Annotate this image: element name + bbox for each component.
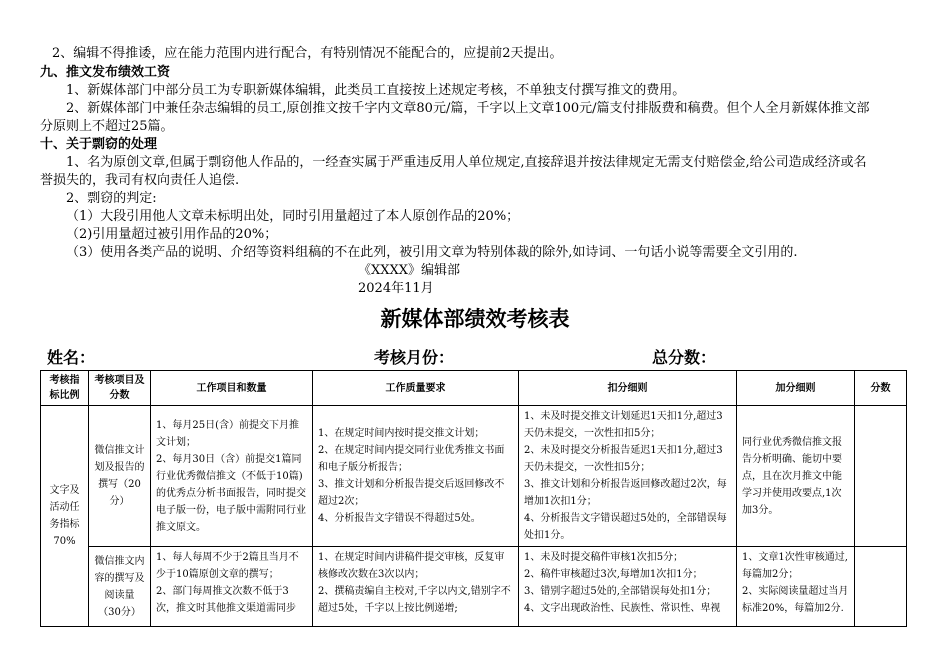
- list-item: （2)引用量超过被引用作品的20%；: [66, 227, 278, 242]
- signature-dept: 《XXXX》编辑部: [358, 263, 461, 278]
- column-header: 工作项目和数量: [151, 371, 313, 406]
- cell-line: 1、每月25日(含）前提交下月推文计划；: [156, 419, 299, 448]
- name-label: 姓名：: [47, 348, 96, 367]
- paragraph: 誉损失的，我司有权向责任人追偿.: [40, 173, 240, 188]
- items-cell: [151, 406, 313, 547]
- table-row: [41, 406, 907, 547]
- bonus-cell: [737, 547, 855, 627]
- cell-line: 2、未及时提交分析报告延迟1天扣1分,超过3天仍未提交，一次性扣5分；: [524, 445, 723, 473]
- cell-line: 3、推文计划和分析报告返回修改超过2次，每增加1次扣1分；: [524, 479, 727, 507]
- score-cell[interactable]: [855, 406, 907, 547]
- signature-date: 2024年11月: [358, 281, 434, 296]
- cell-line: 4、分析报告文字错误超过5处的，全部错误每处扣1分。: [524, 513, 727, 541]
- category-cell: 文字及活动任务指标70%: [41, 406, 89, 627]
- items-cell: [151, 547, 313, 627]
- cell-line: 1、文章1次性审核通过,每篇加2分；: [742, 552, 848, 580]
- table-row: [41, 547, 907, 627]
- deduct-cell: [519, 406, 737, 547]
- cell-line: 1、在规定时间内讲稿件提交审核，反复审核修改次数在3次以内；: [318, 552, 505, 580]
- score-table: [40, 370, 907, 627]
- month-label: 考核月份：: [374, 348, 455, 367]
- cell-line: 2、在规定时间内提交同行业优秀推文书面和电子版分析报告；: [318, 445, 505, 473]
- paragraph: 2、编辑不得推诿，应在能力范围内进行配合，有特别情况不能配合的，应提前2天提出。: [52, 46, 563, 61]
- bonus-cell: [737, 406, 855, 547]
- section-heading-9: 九、推文发布绩效工资: [40, 65, 171, 80]
- cell-line: 2、稿件审核超过3次,每增加1次扣1分；: [524, 569, 703, 580]
- quality-cell: [313, 406, 519, 547]
- cell-line: 2、每月30日（含）前提交1篇同行业优秀微信推文（不低于10篇)的优秀点分析书面报告，同时提交电子版一份，电子版中需附同行业推文原文。: [156, 453, 306, 533]
- list-item: （3）使用各类产品的说明、介绍等资料组稿的不在此列，被引用文章为特别体裁的除外,如诗词、一句话小说等需要全文引用的.: [66, 245, 798, 260]
- project-cell: 微信推文内容的撰写及阅读量（30分）: [89, 547, 151, 627]
- table-header-row: [41, 371, 907, 406]
- column-header: 加分细则: [737, 371, 855, 406]
- cell-line: 2、撰稿责编自主校对,千字以内文,错别字不超过5处，千字以上按比例递增;: [318, 586, 511, 614]
- quality-cell: [313, 547, 519, 627]
- column-header: 考核项目及分数: [89, 371, 151, 406]
- cell-line: 2、部门每周推文次数不低于3次，推文时其他推文渠道需同步: [156, 586, 296, 614]
- list-item: （1）大段引用他人文章未标明出处，同时引用量超过了本人原创作品的20%；: [66, 209, 520, 224]
- column-header: 分数: [855, 371, 907, 406]
- paragraph: 分原则上不超过25篇。: [40, 119, 174, 134]
- project-cell: 微信推文计划及报告的撰写（20分）: [89, 406, 151, 547]
- paragraph: 1、新媒体部门中部分员工为专职新媒体编辑，此类员工直接按上述规定考核，不单独支付撰写推文的费用。: [66, 83, 686, 98]
- cell-line: 1、未及时提交推文计划延迟1天扣1分,超过3天仍未提交，一次性扣扣5分；: [524, 411, 723, 439]
- cell-line: 4、文字出现政治性、民族性、常识性、卑视: [524, 603, 721, 614]
- total-score-label: 总分数：: [652, 348, 717, 367]
- column-header: 考核指标比例: [41, 371, 89, 406]
- deduct-cell: [519, 547, 737, 627]
- cell-line: 同行业优秀微信推文报告分析明确、能切中要点，且在次月推文中能学习并使用改要点,1次加3分。: [742, 436, 842, 516]
- cell-line: 2、实际阅读量超过当月标准20%，每篇加2分.: [742, 586, 849, 614]
- cell-line: 4、分析报告文字错误不得超过5处。: [318, 513, 481, 524]
- paragraph: 2、剽窃的判定:: [66, 191, 157, 206]
- paragraph: 2、新媒体部门中兼任杂志编辑的员工,原创推文按千字内文章80元/篇，千字以上文章100元/篇支付排版费和稿费。但个人全月新媒体推文部: [66, 101, 870, 116]
- paragraph: 1、名为原创文章,但属于剽窃他人作品的，一经查实属于严重违反用人单位规定,直接辞退并按法律规定无需支付赔偿金,给公司造成经济或名: [66, 155, 867, 170]
- column-header: 扣分细则: [519, 371, 737, 406]
- cell-line: 3、推文计划和分析报告提交后返回修改不超过2次；: [318, 479, 505, 507]
- column-header: 工作质量要求: [313, 371, 519, 406]
- cell-line: 3、错别字超过5处的,全部错误每处扣1分；: [524, 586, 717, 597]
- form-title: 新媒体部绩效考核表: [380, 307, 570, 331]
- cell-line: 1、每人每周不少于2篇且当月不少于10篇原创文章的撰写；: [156, 552, 299, 580]
- section-heading-10: 十、关于剽窃的处理: [40, 137, 158, 152]
- cell-line: 1、在规定时间内按时提交推文计划；: [318, 428, 485, 439]
- score-cell[interactable]: [855, 547, 907, 627]
- cell-line: 1、未及时提交稿件审核1次扣5分；: [524, 552, 684, 563]
